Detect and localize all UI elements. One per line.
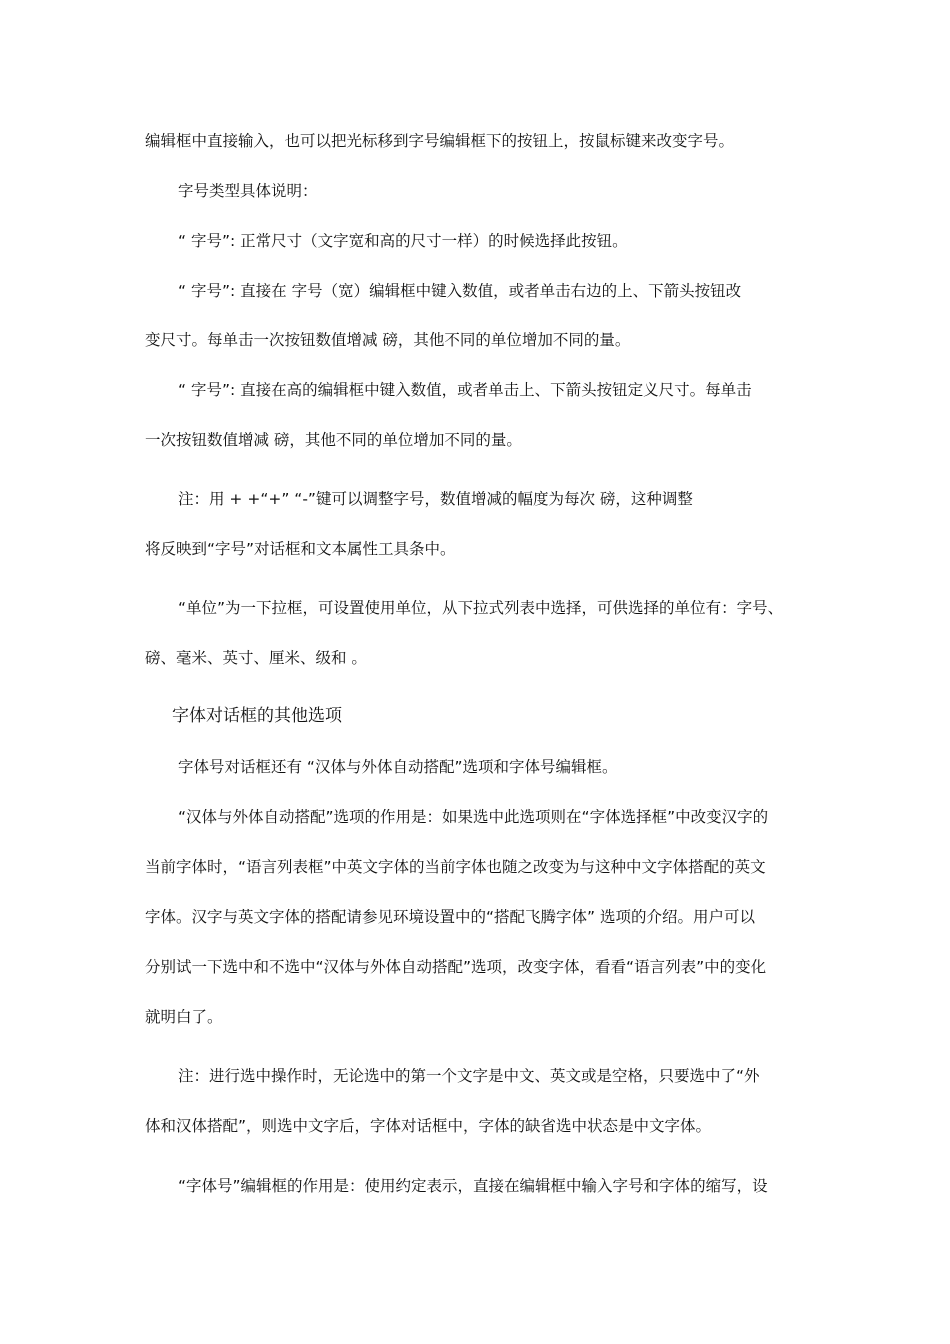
paragraph-line: 磅、毫米、英寸、厘米、级和 。: [145, 649, 367, 667]
paragraph-line: “单位”为一下拉框，可设置使用单位，从下拉式列表中选择，可供选择的单位有：字号、: [178, 599, 784, 617]
note-line: 注：进行选中操作时，无论选中的第一个文字是中文、英文或是空格，只要选中了“外: [178, 1067, 760, 1085]
paragraph-line: 当前字体时，“语言列表框”中英文字体的当前字体也随之改变为与这种中文字体搭配的英文: [145, 858, 766, 876]
paragraph-line: 字体号对话框还有 “汉体与外体自动搭配”选项和字体号编辑框。: [178, 758, 618, 776]
paragraph-line: 就明白了。: [145, 1008, 223, 1026]
paragraph-line: 变尺寸。每单击一次按钮数值增减 磅，其他不同的单位增加不同的量。: [145, 331, 631, 349]
paragraph-line: 将反映到“字号”对话框和文本属性工具条中。: [145, 540, 456, 558]
paragraph-line: 编辑框中直接输入，也可以把光标移到字号编辑框下的按钮上，按鼠标键来改变字号。: [145, 132, 735, 150]
note-line: 注：用 + +“+” “-”键可以调整字号，数值增减的幅度为每次 磅，这种调整: [178, 490, 693, 508]
paragraph-line: 字体。汉字与英文字体的搭配请参见环境设置中的“搭配飞腾字体” 选项的介绍。用户可以: [145, 908, 755, 926]
section-heading: 字体对话框的其他选项: [172, 706, 342, 726]
paragraph-line: 字号类型具体说明：: [178, 182, 318, 200]
paragraph-line: “字体号”编辑框的作用是：使用约定表示，直接在编辑框中输入字号和字体的缩写，设: [178, 1177, 768, 1195]
paragraph-line: “ 字号”: 直接在高的编辑框中键入数值，或者单击上、下箭头按钮定义尺寸。每单击: [178, 381, 752, 399]
paragraph-line: 分别试一下选中和不选中“汉体与外体自动搭配”选项，改变字体，看看“语言列表”中的变化: [145, 958, 767, 976]
paragraph-line: “ 字号”: 直接在 字号（宽）编辑框中键入数值，或者单击右边的上、下箭头按钮改: [178, 282, 742, 300]
note-line: 体和汉体搭配”，则选中文字后，字体对话框中，字体的缺省选中状态是中文字体。: [145, 1117, 712, 1135]
paragraph-line: “汉体与外体自动搭配”选项的作用是：如果选中此选项则在“字体选择框”中改变汉字的: [178, 808, 769, 826]
paragraph-line: “ 字号”: 正常尺寸（文字宽和高的尺寸一样）的时候选择此按钮。: [178, 232, 628, 250]
paragraph-line: 一次按钮数值增减 磅，其他不同的单位增加不同的量。: [145, 431, 522, 449]
